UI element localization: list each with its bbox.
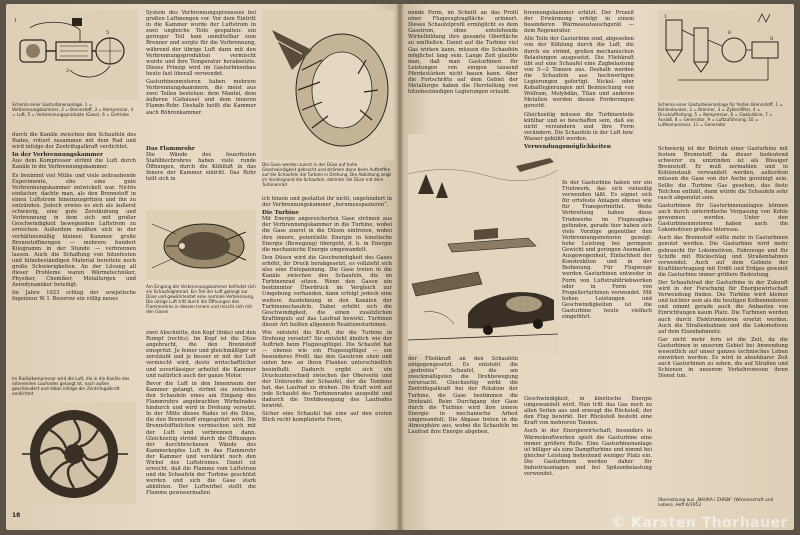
translation-credit: Übersetzung aus „NAUKA i ZHISN“ (Wissenschaft und Leben), Heft 6/1953	[658, 498, 774, 508]
paragraph: Schwierig ist der Betrieb einer Gasturbine mit festem Brennstoff, da dieser bedeutend schwerer zu entzünden ist als flüssiger Brennstoff. Er muß zermahlen und in Kohlenstaub verwandelt werden, außerdem müssen die Gase von der Asche gereinigt sein. Sollte die Turbine Gas gesehen, das feste Teilchen enthält, dann würde die Schaufeln sehr rasch abgenutzt sein.	[658, 146, 788, 201]
paragraph: Im Jahre 1923 schlug der sowjetische Ingenieur W. I. Bosorow ein völlig neues	[12, 290, 136, 303]
paragraph: Auch das Brennstoff sollte mehr in Gasturbinen genutzt werden. Die Gasturbine wird mehr gebraucht für Lokomotiven, Fahrzeuge und für Schiffe mit Rückschlag und Straßenbahnen verwendet. Auch auf dem Gebiete der Kraftübertragung mit Erdöl und Erdgas gewinnt die Gasturbine immer größere Bedeutung.	[658, 235, 788, 278]
svg-text:1: 1	[14, 18, 18, 24]
compressor-caption: Im Radialkompressor wird die Luft, die in die Kanäle des rotierenden Laufrades gelangt ist, nach außen geschleudert und dabei infolge der Zentrifugalkraft verdichtet	[12, 376, 130, 396]
paragraph: Gleichzeitig müssen die Turbinenteile kühlbar und so beschaffen sein, daß sie nicht verzundern und ihre Form verändern. Die Schaufeln in der Luft bzw. Wasser gekühlt werden.	[524, 111, 634, 142]
right-col2-lower-text	[562, 180, 652, 396]
right-col1-text	[408, 10, 518, 134]
paragraph: In der Gasturbine haben wir ein Triebwerk, das sich vielseitig verwenden läßt. Es eignet sich für ortsfeste Anlagen ebenso wie für Transportmittel. Weite Verbreitung haben diese Triebwerke im Flugzeugbau gefunden, gerade hier haben sich viele Vorzüge gegenüber den Verbrennungsmotoren gezeigt: hohe Leistung bei geringem Gewicht und geringen Ausmaßen. Ausgewogenheit, Einfachheit der Konstruktion und in der Bedienung. Für Flugzeuge werden Gasturbinen entweder in Form von Luftstrahltriebwerken oder in Form von Propellerturbinen verwendet. Mit hohen Leistungen und Geschwindigkeiten ist die Gasturbine heute vielfach eingeführt.	[562, 180, 652, 321]
paragraph: nende Form, im Schnitt an das Profil einer Flugzeugtragfläche erinnert. Dieses Schaufelprofil ermöglicht es dem Gasstrom, ohne entstehende Wirbelbildung ihre gesamte Oberfläche zu umfließen. Damit auf die Turbine viel Gas wirken kann, müssen die Schaufeln möglichst lang sein. Lange Zeit glaubte man, daß man Gasturbinen für Leistungen von einigen tausend Pferdestärken nicht bauen kann. Aber die Fortschritte auf dem Gebiet der Metallurgie haben die Herstellung von hitzebeständigen Legierungen erlaubt.	[408, 10, 518, 96]
photographer-watermark: © Karsten Thorhauer	[611, 515, 788, 531]
paragraph: Auch in der Energiewirtschaft, besonders in Wärmekraftwerken spielt die Gasturbine eine immer größere Rolle. Eine Gasturbinenanlage ist billiger als eine Dampfturbine und nimmt bei gleicher Leistung bedeutend weniger Platz ein. Die Gasturbinen werden daher für Industrieanlagen und bei Spitzenbelastung verwendet.	[524, 428, 652, 478]
left-col2-lower-text	[146, 330, 256, 510]
paragraph: zwei Abschnitte, den Kopf (links) und den Rumpf (rechts). Im Kopf ist die Düse angebracht, die den Brennstoff einspritzt. Je feiner und gleichmäßiger er zerstäubt und je besser er mit der Luft vermischt wird, desto wirtschaftlicher und zuverlässiger arbeitet die Kammer und natürlich auch der ganze Motor.	[146, 330, 256, 379]
turbine-blades-caption: Die Gase werden zuerst in der Düse auf hohe Geschwindigkeit gebracht und strömen dann beim Auftreffen auf die Schaufeln die Turbine in Drehung. Die Abbildung zeigt im Vordergrund die Schaufeln, dahinter die Düse mit dem Turbinenrad	[262, 162, 392, 187]
book-gutter	[396, 4, 404, 530]
paragraph: Gasturbinen für Gasturbinenanlagen können auch durch unterirdische Vergasung von Kohle gewonnen werden. Unter den Gasturbinenmotoren haben auch die Lokomotiven großes Interesse.	[658, 202, 788, 234]
paragraph: Aus dem Kompressor strömt die Luft durch Kanäle in die Verbrennungskammer.	[12, 158, 136, 171]
paragraph: Die Wände des feuerfesten Stahlblechrohres haben viele runde Öffnungen, durch die Kühlluft in das Innere der Kammer eintritt. Das Rohr teilt sich in	[146, 152, 256, 183]
paragraph: Gar nicht mehr fern ist die Zeit, da die Gasturbinen in unserem Gebiet bei Anwendung wesentlich auf unser ganzes technisches Leben einwirken werden. Es wird in absehbarer Zeit auch Gasturbinen zu sehen, die auf Straßen und Schienen in unserem Verkehrswesen ihren Dienst tun.	[658, 336, 788, 380]
radial-compressor-figure	[12, 402, 136, 504]
svg-text:2: 2	[66, 68, 70, 74]
left-col1-text	[12, 132, 136, 388]
svg-text:6: 6	[728, 30, 732, 36]
left-col2-top-text	[146, 10, 256, 140]
svg-text:5: 5	[106, 30, 110, 36]
paragraph: brennungskammer erhitzt. Der Prozeß der Erwärmung erfolgt in einem besonderen Wärmeaustauschgerät — dem Regenerator.	[524, 10, 634, 35]
section-heading-combustion: In der Verbrennungskammer	[12, 152, 103, 159]
paragraph: Der Schaufelrad der Gasturbine in der Zukunft wird in der Forschung für Energiewirtschaft Verwendung finden. Die Turbine wird kleiner und leichter sein als die heutigen Kolbenmotoren und nimmt gerade auch die Anbauten von Einrichtungen kaum Platz. Die Turbinen werden auch durch Elektromotoren ersetzt werden. Auch die Straßenbahnen und die Lokomotiven auf dem Eisenbahnnetz.	[658, 279, 788, 335]
right-col2-text	[524, 10, 634, 178]
combustion-chamber-figure	[146, 210, 256, 280]
paragraph: Bevor die Luft in den Innenraum der Kammer gelangt, strömt sie zwischen den Schaufeln eines am Eingang des Flammrohrs angebrachten Wirbelrades hindurch und wird in Drehung versetzt. In der Mitte dieses Rades ist die Düse, die den Brennstoff eingespritzt wird. Die Brennstoffteilchen vermischen sich mit der Luft und verbrennen dann. Gleichzeitig strömt durch die Öffnungen der durchbrochenen Wände des Kammerkopfes Luft in das Flammrohr der Kammer und verstärkt noch den Wirbel des Luftstromes. Damit ist erreicht, daß die Flamme vom Luftstrom und die Schaufeln der Turbine geschützt werden und sich die Gase stark abkühlen. Der Luftwirbel stellt die Flamme gewissermaßen	[146, 380, 256, 497]
svg-text:1: 1	[664, 14, 668, 20]
right-col2-bottom-text	[524, 396, 652, 506]
right-page	[400, 4, 794, 530]
paragraph: Alle Teile der Gasturbine sind, abgesehen von der Kühlung durch die Luft, die durch sie strömt, großen mechanischen Belastungen ausgesetzt. Die Fliehkraft übt auf eine Schaufel eine Zugbelastung von 5—3 Tonnen aus. Deshalb werden die Schaufeln aus hochwertigen Legierungen gefertigt. Nickel- oder Kobaltlegierungen mit Beimischung von Wolfram, Molybdän, Titan und anderen Metallen werden diesen Forderungen gerecht.	[524, 36, 634, 110]
paragraph: Mit Energie angereicherten Gase strömen aus der Verbrennungskammer in die Turbine, wobei die Gase zuerst in die Düsen eintreten, wobei ihre innere, potentielle Energie in kinetische Energie (Bewegung) übergeht, d. h. in Energie die mechanische Energie umgewandelt.	[262, 216, 392, 253]
paragraph: Es benimmt viel Mühe und viele zeitraubende Experimente, ehe eine gute Verbrennungskammer entwickelt war. Nichts einfacher, dachte man, als den Brennstoff in einen Luftstrom hineinzuspritzen und ihn zu entzünden. Jedoch erwies es sich als äußerst schwierig, eine gute Zerstäubung und Verbrennung in dem sich mit großer Geschwindigkeit bewegenden Luftstrom zu erreichen. Außerdem mußten sich in der verhältnismäßig kleinen Kammer große Brennstoffmengen — mehrere hundert Kilogramm in der Stunde — verbrennen lassen. Auch die Schaffung von hitzefesten und hitzebeständigen Material bereitete noch große Schwierigkeiten. An der Lösung all dieser Probleme waren Wärmetechniker, Physiker, Chemiker, Metallurgen und Aerodynamiker beteiligt.	[12, 172, 136, 289]
paragraph: Sicher eine Schaufel hat eine auf den ersten Blick recht komplizierte Form,	[262, 411, 392, 424]
section-heading-turbine: Die Turbine	[262, 210, 299, 217]
left-page	[6, 4, 400, 530]
paragraph: Gasturbinenmotoren haben mehrere Verbrennungskammern, die meist aus zwei Teilen bestehen: dem Mantel, dem äußeren (Gehäuse) und dem inneren Flamm-Rohr. Deshalb heißt die Kammer auch Röhrenkammer.	[146, 79, 256, 116]
paragraph: Wie entsteht die Kraft, die die Turbine in Drehung versetzt? Sie entsteht ähnlich wie der Auftrieb beim Flugzeugflügel. Die Schaufel hat — ebenso wie ein Flugzeugflügel — ein besonderes Profil, das den Gasstrom oben und unten bzw. an ihren Flanken unterschiedlich beeinflußt. Dadurch ergibt sich ein Druckunterschied zwischen der Oberseite und der Unterseite der Schaufel, der die Tendenz hat, das Laufrad zu drehen. Die Kraft wird auf jede Schaufel des Turbinenrades ausgeübt und dadurch die Drehbewegung des Laufrades bewirkt.	[262, 329, 392, 410]
left-col2-text	[146, 144, 256, 214]
paragraph: Den Düsen wird die Geschwindigkeit des Gases erhöht, ihr Druck herabgesetzt, es vollzieht sich also eine Entspannung. Die Gase treten in die Kanäle zwischen den Schaufeln, die im Turbinenrad sitzen. Wenn den Gasen ein bestimmter Überdruck im Vergleich zur Umgebung vorhanden, dann erfolgt jedoch eine weitere Ausdehnung in den Kanälen der Turbinenschaufeln. Dabei erhöht sich die Geschwindigkeit, die einen zusätzlichen Kraftimpuls auf das Laufrad bewirkt. Turbinen dieser Art heißen allgemein Reaktionsturbinen.	[262, 254, 392, 328]
paragraph: System des Verbrennungsprozesses bei großen Luftmengen vor. Vor dem Eintritt in die Kammer wurde der Luftstrom in zwei ungleiche Teile gespalten: ein geringer Teil kam unmittelbar zum Brenner und sorgte für die Verbrennung, während der übrige Luft dann mit den Verbrennungsprodukten vermischt wurde und ihre Temperatur herabsetzte. Dieses Prinzip wird im Gasturbinenbau heute fast überall verwendet.	[146, 10, 256, 77]
section-heading-uses: Verwendungsmöglichkeiten	[524, 143, 611, 150]
svg-text:8: 8	[770, 36, 774, 42]
solid-fuel-plant-diagram	[658, 10, 788, 100]
right-col1-lower-text	[408, 356, 518, 506]
turbine-blades-figure	[262, 10, 394, 160]
book-spread	[6, 4, 794, 530]
gas-turbine-schematic-figure	[10, 10, 138, 100]
solid-fuel-plant-caption: Schema einer Gasturbinenanlage für festen Brennstoff. 1 = Kohlenbunker, 2 = Brenner, 3 = Zyklonfilter, 4 = Druckluftleitung, 5 = Kompressor, 6 = Gasturbine, 7 = Auslaß, 8 = Generator, 9 = Luftzuführung, 10 = Luftkompressor, 11 = Generator	[658, 102, 783, 127]
combustion-chamber-caption: Am Eingang der Verbrennungskammer befindet sich ein Schaufelgleitrad. Ein Teil der Luft gelangt zur Düse und gewährleistet eine normale Verbrennung. Die übrige Luft tritt durch die Öffnungen des Flammrohres in dessen Innere und mischt sich mit den Gasen	[146, 284, 256, 314]
left-col3-text	[262, 196, 392, 512]
section-heading-flame-tube: Das Flammrohr	[146, 146, 195, 152]
paragraph: durch die Kanäle zwischen den Schaufeln des Rades, rotiert zusammen mit dem Rad und wird infolge der Zentrifugalkraft verdichtet.	[12, 132, 136, 151]
paragraph: Geschwindigkeit, in kinetische Energie umgewandelt wird. Nun tritt das Gas noch zu allen Seiten aus und erzeugt die Rückstoß, der den Flug bewirkt. Der Rückstoß besteht eine Kraft von mehreren Tonnen.	[524, 396, 652, 427]
gas-turbine-schematic-caption: Schema einer Gasturbinenanlage. 1 = Verbrennungskammer, 2 = Brennstoff, 3 = Kompressor, 4 = Luft, 5 = Verbrennungsprodukte (Gase), 6 = Getriebe	[12, 102, 134, 117]
page-number-left: 18	[12, 512, 21, 519]
paragraph: der Fliehkraft an den Schaufeln entgegengesetzt. Es entsteht die „gedrehte“ Schaufel, die am zweckmäßigsten die Drehbewegung verursacht. Gleichzeitig wirkt die Zentrifugalkraft bei der Rotation der Turbine, die Gase bestimmen die Drehzahl. Beim Durchgang der Gase durch die Turbine wird ihre innere Energie in mechanische Arbeit umgewandelt. Die Abgase treten in die Atmosphäre aus, wobei die Schaufeln im Laufrad ihre Energie abgeben.	[408, 356, 518, 436]
paragraph: ich hinein und gestattet ihr nicht, ungehindert in der Verbrennungskammer „herumzuspazieren“.	[262, 196, 392, 209]
right-col3-text	[658, 146, 788, 496]
